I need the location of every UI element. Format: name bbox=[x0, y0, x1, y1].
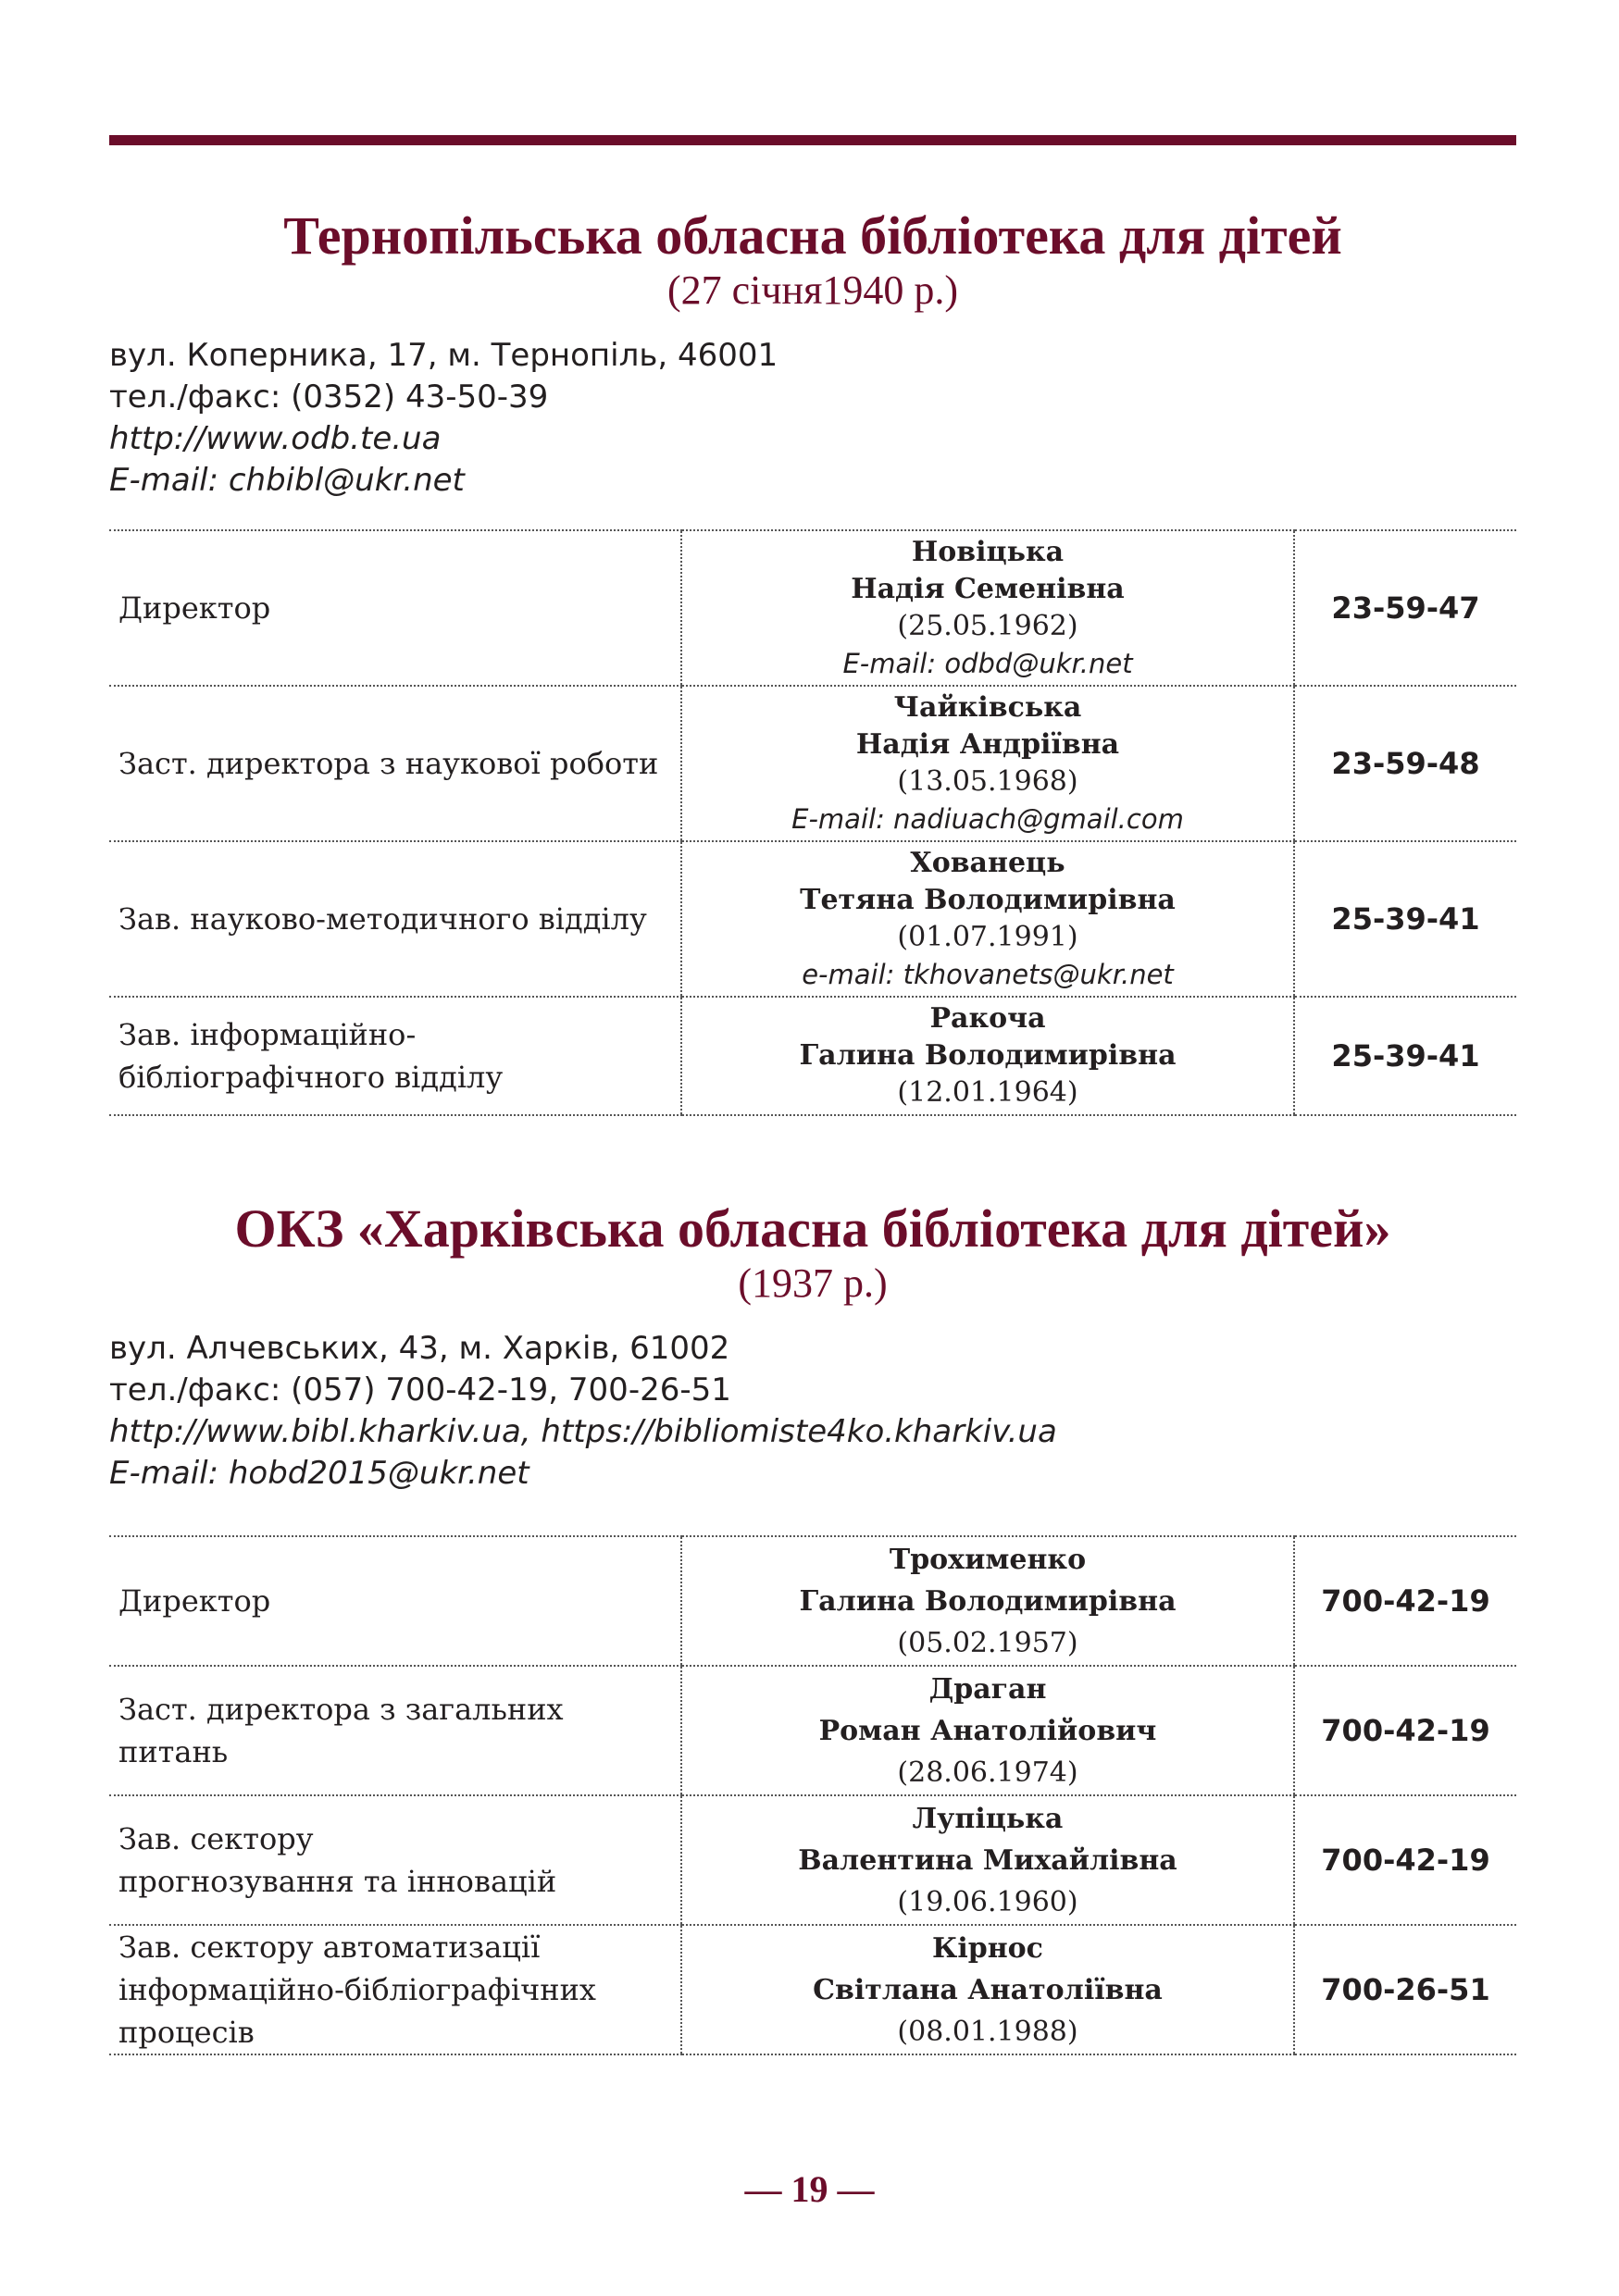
phone-cell: 23-59-47 bbox=[1294, 530, 1516, 686]
phone-cell: 25-39-41 bbox=[1294, 997, 1516, 1115]
person-cell bbox=[681, 1925, 1294, 2054]
birth-date: (25.05.1962) bbox=[897, 610, 1078, 642]
surname: Лупіцька bbox=[912, 1802, 1064, 1835]
table-row bbox=[109, 1925, 1516, 2054]
phone-cell: 700-26-51 bbox=[1294, 1925, 1516, 2054]
surname: Кірнос bbox=[932, 1931, 1043, 1965]
person-email[interactable]: E-mail: odbd@ukr.net bbox=[842, 648, 1133, 679]
phone-cell: 25-39-41 bbox=[1294, 841, 1516, 997]
section-ternopil bbox=[109, 205, 1516, 1116]
website-link[interactable]: http://www.odb.te.ua bbox=[109, 420, 442, 457]
given-names: Галина Володимирівна bbox=[799, 1584, 1177, 1618]
table-row bbox=[109, 1795, 1516, 1925]
table-row bbox=[109, 841, 1516, 997]
birth-date: (12.01.1964) bbox=[897, 1076, 1078, 1109]
section-kharkiv bbox=[109, 1198, 1516, 2055]
library-title: Тернопільська обласна бібліотека для дітей bbox=[283, 205, 1342, 266]
address: вул. Алчевських, 43, м. Харків, 61002 bbox=[109, 1330, 730, 1367]
surname: Трохименко bbox=[889, 1543, 1087, 1576]
surname: Драган bbox=[928, 1672, 1047, 1706]
email-link[interactable]: E-mail: hobd2015@ukr.net bbox=[109, 1455, 529, 1492]
position-cell: Заст. директора з наукової роботи bbox=[109, 686, 681, 841]
surname: Новіцька bbox=[911, 536, 1065, 568]
table-row bbox=[109, 686, 1516, 841]
given-names: Надія Андріївна bbox=[855, 728, 1120, 761]
top-rule bbox=[109, 135, 1516, 145]
position-cell: Заст. директора з загальних питань bbox=[109, 1666, 681, 1795]
person-cell bbox=[681, 1795, 1294, 1925]
person-cell bbox=[681, 997, 1294, 1115]
phone-cell: 700-42-19 bbox=[1294, 1795, 1516, 1925]
website-link[interactable]: http://www.bibl.kharkiv.ua, https://bibliomiste4ko.kharkiv.ua bbox=[109, 1413, 1057, 1450]
birth-date: (13.05.1968) bbox=[897, 765, 1078, 798]
person-cell bbox=[681, 841, 1294, 997]
library-title: ОКЗ «Харківська обласна бібліотека для дітей» bbox=[234, 1198, 1391, 1259]
person-email[interactable]: e-mail: tkhovanets@ukr.net bbox=[802, 959, 1174, 990]
person-cell bbox=[681, 1536, 1294, 1666]
position-cell: Директор bbox=[109, 1536, 681, 1666]
given-names: Світлана Анатоліївна bbox=[813, 1973, 1163, 2006]
address: вул. Коперника, 17, м. Тернопіль, 46001 bbox=[109, 337, 778, 374]
position-cell: Зав. науково-методичного відділу bbox=[109, 841, 681, 997]
phone-cell: 700-42-19 bbox=[1294, 1666, 1516, 1795]
person-email[interactable]: E-mail: nadiuach@gmail.com bbox=[791, 803, 1184, 835]
birth-date: (05.02.1957) bbox=[897, 1626, 1078, 1659]
phone-fax: тел./факс: (0352) 43-50-39 bbox=[109, 379, 549, 416]
position-cell: Зав. інформаційно- бібліографічного відділу bbox=[109, 997, 681, 1115]
table-row bbox=[109, 1536, 1516, 1666]
table-row bbox=[109, 1666, 1516, 1795]
surname: Ракоча bbox=[929, 1002, 1046, 1035]
given-names: Роман Анатолійович bbox=[818, 1714, 1157, 1747]
phone-fax: тел./факс: (057) 700-42-19, 700-26-51 bbox=[109, 1371, 731, 1409]
birth-date: (01.07.1991) bbox=[897, 921, 1078, 953]
table-row bbox=[109, 997, 1516, 1115]
staff-table bbox=[109, 529, 1516, 1116]
surname: Хованець bbox=[910, 847, 1065, 879]
birth-date: (28.06.1974) bbox=[897, 1756, 1078, 1789]
staff-table bbox=[109, 1535, 1516, 2055]
founded-date: (27 січня1940 р.) bbox=[667, 267, 958, 313]
birth-date: (19.06.1960) bbox=[897, 1885, 1078, 1918]
person-cell bbox=[681, 1666, 1294, 1795]
table-row bbox=[109, 530, 1516, 686]
phone-cell: 23-59-48 bbox=[1294, 686, 1516, 841]
person-cell bbox=[681, 686, 1294, 841]
founded-date: (1937 р.) bbox=[738, 1260, 888, 1306]
given-names: Галина Володимирівна bbox=[799, 1039, 1177, 1072]
person-cell bbox=[681, 530, 1294, 686]
given-names: Надія Семенівна bbox=[851, 573, 1125, 605]
birth-date: (08.01.1988) bbox=[897, 2015, 1078, 2048]
surname: Чайківська bbox=[893, 691, 1082, 724]
position-cell: Зав. сектору прогнозування та інновацій bbox=[109, 1795, 681, 1925]
page-number: — 19 — bbox=[744, 2168, 875, 2210]
position-cell: Директор bbox=[109, 530, 681, 686]
email-link[interactable]: E-mail: chbibl@ukr.net bbox=[109, 462, 465, 499]
given-names: Валентина Михайлівна bbox=[798, 1843, 1177, 1877]
given-names: Тетяна Володимирівна bbox=[800, 884, 1176, 916]
phone-cell: 700-42-19 bbox=[1294, 1536, 1516, 1666]
position-cell: Зав. сектору автоматизації інформаційно-бібліографічних процесів bbox=[109, 1925, 681, 2054]
